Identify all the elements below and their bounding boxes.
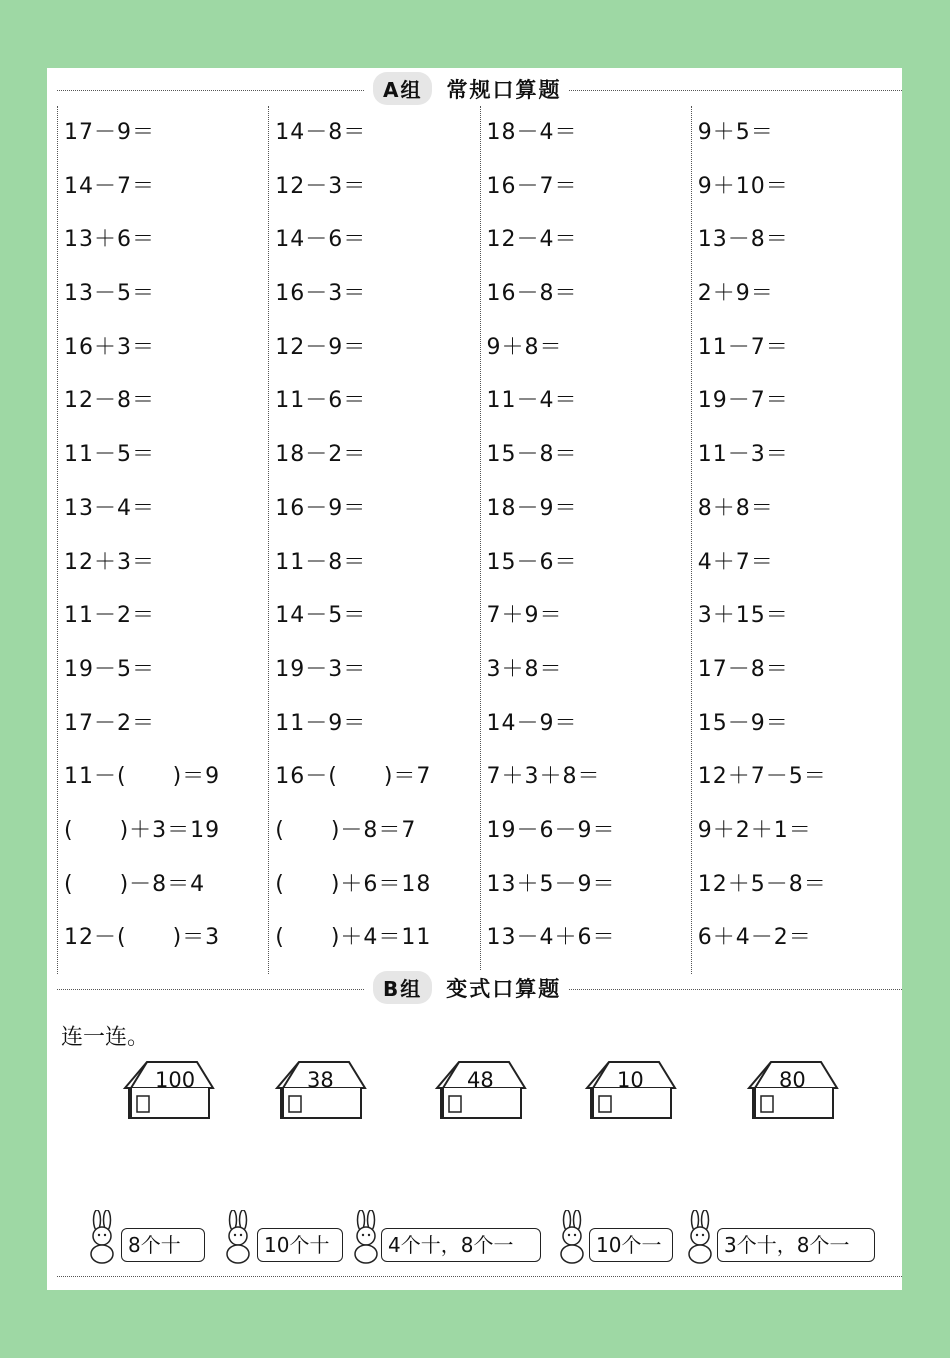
problem: 11－7＝: [697, 334, 789, 360]
rabbit-icon: [681, 1210, 721, 1264]
problem: 16＋3＝: [64, 334, 155, 360]
problem: 11－8＝: [275, 549, 367, 575]
section-b-title: 变式口算题: [446, 976, 562, 1001]
problem: 12＋7－5＝: [697, 764, 827, 790]
problem: 13－4＋6＝: [486, 925, 616, 951]
problem-column-1: [57, 106, 268, 974]
rabbit-icon: [83, 1210, 123, 1264]
house-card: [741, 1058, 841, 1124]
section-a-problems: [57, 106, 902, 974]
problem: ( )＋4＝11: [275, 925, 432, 951]
problem: 7＋3＋8＝: [486, 764, 601, 790]
problem: 4＋7＝: [697, 549, 774, 575]
problem: 15－9＝: [697, 710, 789, 736]
house-card: [429, 1058, 529, 1124]
problem: 7＋9＝: [486, 603, 563, 629]
rabbit-tag: [219, 1210, 341, 1262]
problem: 14－7＝: [64, 173, 155, 199]
problem: 14－9＝: [486, 710, 578, 736]
section-b-header: [57, 969, 902, 1009]
problem: 3＋15＝: [697, 603, 789, 629]
problem: 6＋4－2＝: [697, 925, 812, 951]
problem: 15－8＝: [486, 442, 578, 468]
problem-column-3: [480, 106, 691, 974]
problem: 9＋8＝: [486, 334, 563, 360]
problem: 11－4＝: [486, 388, 578, 414]
problem: 9＋5＝: [697, 120, 774, 145]
rabbit-tag: [347, 1210, 547, 1262]
problem: 11－( )＝9: [64, 764, 221, 790]
problem: 19－7＝: [697, 388, 789, 414]
problem: 18－9＝: [486, 495, 578, 521]
problem: 17－2＝: [64, 710, 155, 736]
problem: 16－7＝: [486, 173, 578, 199]
problem: 16－8＝: [486, 281, 578, 307]
problem: 13－4＝: [64, 495, 155, 521]
problem: 14－8＝: [275, 120, 367, 145]
instruction-text: 连一连。: [61, 1025, 150, 1050]
problem: 3＋8＝: [486, 656, 563, 682]
problem: ( )＋3＝19: [64, 817, 221, 843]
problem: 13＋5－9＝: [486, 871, 616, 897]
problem: 17－8＝: [697, 656, 789, 682]
problem: 12＋3＝: [64, 549, 155, 575]
tag-label: 10个十: [257, 1228, 343, 1262]
problem: 14－6＝: [275, 227, 367, 253]
problem: 14－5＝: [275, 603, 367, 629]
problem-column-2: [268, 106, 479, 974]
problem: 12－3＝: [275, 173, 367, 199]
problem: 16－9＝: [275, 495, 367, 521]
house-number: 10: [617, 1068, 644, 1092]
problem-column-4: [691, 106, 902, 974]
problem: ( )－8＝7: [275, 817, 417, 843]
problem: 12－9＝: [275, 334, 367, 360]
house-number: 38: [307, 1068, 334, 1092]
house-row: [107, 1058, 847, 1128]
house-card: [579, 1058, 679, 1124]
house-number: 80: [779, 1068, 806, 1092]
problem: 12－4＝: [486, 227, 578, 253]
problem: 16－( )＝7: [275, 764, 432, 790]
problem: 11－5＝: [64, 442, 155, 468]
section-a-header: [57, 70, 902, 110]
problem: 17－9＝: [64, 120, 155, 145]
problem: 11－3＝: [697, 442, 789, 468]
problem: 13－8＝: [697, 227, 789, 253]
house-card: [269, 1058, 369, 1124]
problem: 2＋9＝: [697, 281, 774, 307]
problem: 15－6＝: [486, 549, 578, 575]
tag-label: 4个十，8个一: [381, 1228, 541, 1262]
problem: ( )＋6＝18: [275, 871, 432, 897]
problem: 12－8＝: [64, 388, 155, 414]
problem: 16－3＝: [275, 281, 367, 307]
problem: 18－4＝: [486, 120, 578, 145]
rabbit-icon: [219, 1210, 259, 1264]
worksheet: [47, 68, 902, 1290]
problem: 13－5＝: [64, 281, 155, 307]
problem: 12＋5－8＝: [697, 871, 827, 897]
bottom-divider: [57, 1276, 902, 1277]
problem: 8＋8＝: [697, 495, 774, 521]
tag-label: 8个十: [121, 1228, 205, 1262]
rabbit-tag-row: [83, 1210, 883, 1270]
problem: 9＋10＝: [697, 173, 789, 199]
section-b-badge: B组: [373, 971, 432, 1004]
rabbit-icon: [553, 1210, 593, 1264]
rabbit-tag: [553, 1210, 675, 1262]
rabbit-tag: [681, 1210, 881, 1262]
section-a-title: 常规口算题: [446, 77, 562, 102]
tag-label: 10个一: [589, 1228, 673, 1262]
problem: 12－( )＝3: [64, 925, 221, 951]
section-a-badge: A组: [373, 72, 432, 105]
problem: ( )－8＝4: [64, 871, 206, 897]
problem: 11－2＝: [64, 603, 155, 629]
house-number: 48: [467, 1068, 494, 1092]
problem: 18－2＝: [275, 442, 367, 468]
problem: 19－5＝: [64, 656, 155, 682]
house-number: 100: [155, 1068, 196, 1092]
house-card: [117, 1058, 217, 1124]
rabbit-tag: [83, 1210, 205, 1262]
problem: 11－9＝: [275, 710, 367, 736]
problem: 19－3＝: [275, 656, 367, 682]
problem: 9＋2＋1＝: [697, 817, 812, 843]
problem: 19－6－9＝: [486, 817, 616, 843]
problem: 13＋6＝: [64, 227, 155, 253]
tag-label: 3个十，8个一: [717, 1228, 875, 1262]
problem: 11－6＝: [275, 388, 367, 414]
